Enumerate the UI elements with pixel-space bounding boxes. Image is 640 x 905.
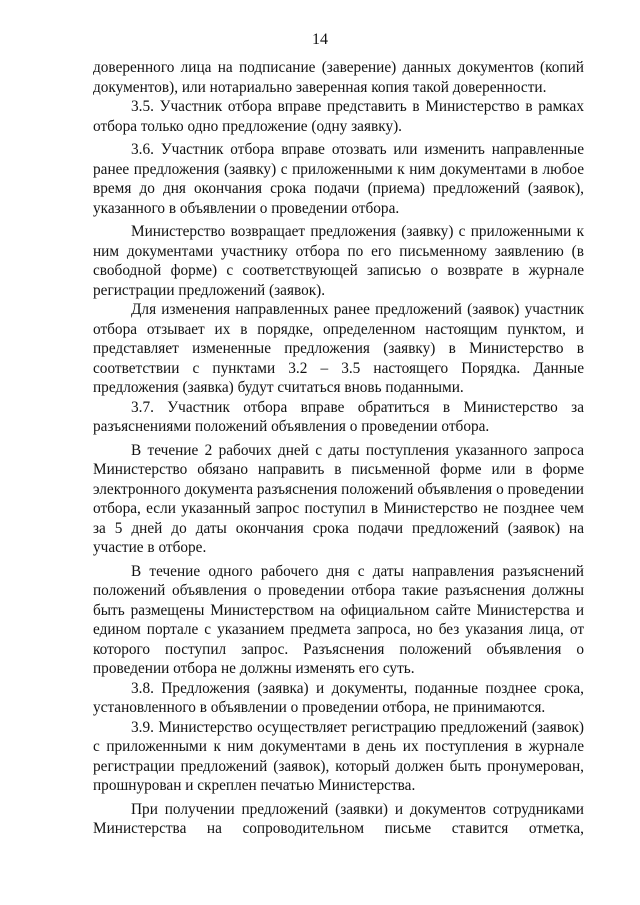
paragraph-clarification-publication: В течение одного рабочего дня с даты направления разъяснений положений объявления о проведении отбора такие разъяснения должны быть размещены Министерством на официальном сайте Министерства и едином портале с указанием предмета запроса, но без указания лица, от которого поступил запрос. Разъяснения положений объявления о проведении отбора не должны изменять его суть. (93, 562, 584, 677)
document-body (93, 58, 584, 839)
paragraph-3-8: 3.8. Предложения (заявка) и документы, поданные позднее срока, установленного в объявлении о проведении отбора, не принимаются. (93, 679, 584, 716)
paragraph-change-of-application: Для изменения направленных ранее предложений (заявок) участник отбора отзывает их в порядке, определенном настоящим пунктом, и представляет измененные предложения (заявку) в Министерство в соответствии с пунктами 3.2 – 3.5 настоящего Порядка. Данные предложения (заявка) будут считаться вновь поданными. (93, 301, 584, 396)
paragraph-continuation: доверенного лица на подписание (заверение) данных документов (копий документов), или нотариально заверенная копия такой доверенности. (93, 59, 584, 96)
paragraph-3-6: 3.6. Участник отбора вправе отозвать или изменить направленные ранее предложения (заявку) с приложенными к ним документами в любое время до дня окончания срока подачи (приема) предложений (заявок), указанного в объявлении о проведении отбора. (93, 141, 584, 217)
paragraph-3-5: 3.5. Участник отбора вправе представить в Министерство в рамках отбора только одно предложение (одну заявку). (93, 98, 584, 135)
page-number: 14 (312, 31, 328, 48)
paragraph-clarification-deadline: В течение 2 рабочих дней с даты поступления указанного запроса Министерство обязано направить в письменной форме или в форме электронного документа разъяснения положений объявления о проведении отбора, если указанный запрос поступил в Министерство не позднее чем за 5 дней до даты окончания срока подачи предложений (заявок) на участие в отборе. (93, 441, 584, 556)
paragraph-return-of-application: Министерство возвращает предложения (заявку) с приложенными к ним документами участнику отбора по его письменному заявлению (в свободной форме) с соответствующей записью о возврате в журнале регистрации предложений (заявок). (93, 223, 584, 299)
paragraph-3-7: 3.7. Участник отбора вправе обратиться в Министерство за разъяснениями положений объявления о проведении отбора. (93, 398, 584, 435)
paragraph-3-9: 3.9. Министерство осуществляет регистрацию предложений (заявок) с приложенными к ним документами в день их поступления в журнале регистрации предложений (заявок), который должен быть пронумерован, прошнурован и скреплен печатью Министерства. (93, 718, 584, 794)
paragraph-receipt-mark: При получении предложений (заявки) и документов сотрудниками Министерства на сопроводительном письме ставится отметка, (93, 800, 584, 837)
